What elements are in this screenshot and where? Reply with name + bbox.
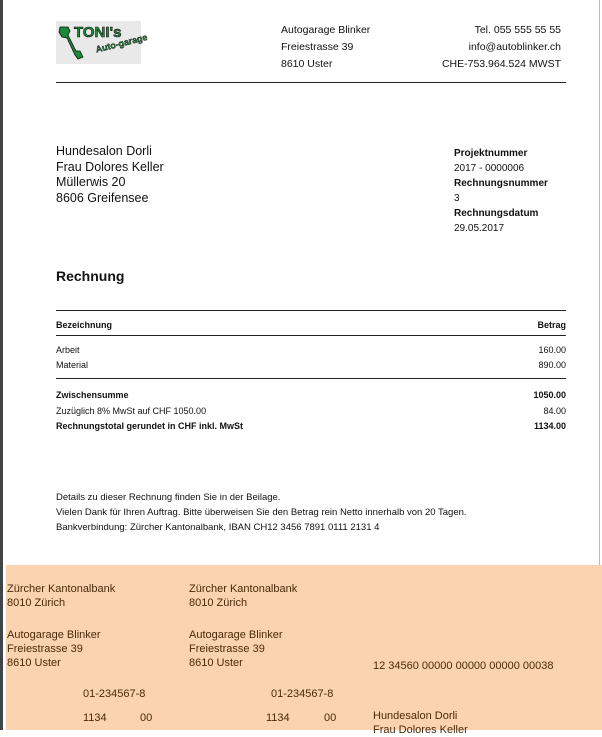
logo-text-sub: Auto-garage — [94, 32, 149, 55]
company-contact — [442, 22, 561, 73]
vat-row — [56, 405, 566, 417]
col-header-desc: Bezeichnung — [56, 320, 113, 330]
slip-bank-name: Zürcher Kantonalbank — [189, 583, 298, 595]
slip-left-amount-rp: 00 — [140, 712, 153, 724]
subtotal-row — [56, 389, 566, 401]
total-value: 1134.00 — [533, 421, 566, 431]
slip-bank-name: Zürcher Kantonalbank — [7, 583, 116, 595]
company-name: Autogarage Blinker — [281, 24, 371, 36]
project-info — [454, 146, 548, 236]
company-vat: CHE-753.964.524 MWST — [441, 58, 561, 70]
projektnummer-value: 2017 - 0000006 — [454, 163, 525, 174]
slip-payee-city: 8610 Uster — [7, 657, 61, 669]
slip-left-account: 01-234567-8 — [83, 688, 146, 700]
total-label: Rechnungstotal gerundet in CHF inkl. MwSt — [56, 421, 244, 431]
subtotal-label: Zwischensumme — [56, 390, 129, 400]
rechnungsnummer-label: Rechnungsnummer — [454, 178, 548, 189]
vat-value: 84.00 — [543, 406, 566, 416]
slip-payee-name: Autogarage Blinker — [189, 629, 283, 641]
company-logo — [56, 21, 149, 64]
table-top-rule — [56, 310, 566, 311]
company-email[interactable]: info@autoblinker.ch — [468, 41, 561, 53]
company-address — [281, 22, 370, 73]
note-line: Vielen Dank für Ihren Auftrag. Bitte überweisen Sie den Betrag rein Netto innerhalb von 20 Tagen. — [56, 507, 467, 518]
company-street: Freiestrasse 39 — [281, 41, 354, 53]
slip-mid-amount-fr: 1134 — [266, 712, 290, 724]
payment-slip — [6, 565, 602, 736]
note-line: Details zu dieser Rechnung finden Sie in der Beilage. — [56, 492, 281, 503]
company-city: 8610 Uster — [281, 58, 333, 70]
table-header-row — [56, 319, 566, 331]
item-desc: Material — [56, 360, 89, 370]
recipient-address — [56, 144, 164, 206]
item-desc: Arbeit — [56, 345, 80, 355]
note-line: Bankverbindung: Zürcher Kantonalbank, IBAN CH12 3456 7891 0111 2131 4 — [56, 522, 380, 533]
rechnungsdatum-value: 29.05.2017 — [454, 223, 505, 234]
slip-mid-account: 01-234567-8 — [271, 688, 334, 700]
slip-payee-street: Freiestrasse 39 — [189, 643, 265, 655]
company-phone: Tel. 055 555 55 55 — [474, 24, 561, 36]
slip-mid-bank — [189, 582, 297, 610]
table-row — [56, 344, 566, 356]
header-divider — [56, 82, 566, 83]
table-header-rule — [56, 335, 566, 336]
slip-payer-name-cut: Frau Dolores Keller — [373, 724, 468, 736]
slip-bank-city: 8010 Zürich — [189, 597, 248, 609]
logo-text-main: TONI's — [74, 24, 122, 41]
item-amount: 890.00 — [538, 360, 566, 370]
slip-bank-city: 8010 Zürich — [7, 597, 66, 609]
slip-reference-number: 12 34560 00000 00000 00000 00038 — [373, 660, 554, 672]
projektnummer-label: Projektnummer — [454, 148, 528, 159]
slip-left-payee — [7, 628, 101, 670]
recipient-line: Hundesalon Dorli — [56, 144, 152, 158]
slip-left-amount-fr: 1134 — [83, 712, 107, 724]
slip-mid-amount-rp: 00 — [324, 712, 337, 724]
slip-payee-street: Freiestrasse 39 — [7, 643, 83, 655]
rechnungsdatum-label: Rechnungsdatum — [454, 208, 539, 219]
item-amount: 160.00 — [538, 345, 566, 355]
slip-payer-name: Hundesalon Dorli — [373, 710, 458, 722]
recipient-line: Frau Dolores Keller — [56, 159, 164, 174]
subtotal-value: 1050.00 — [533, 390, 566, 400]
slip-payee-city: 8610 Uster — [189, 657, 243, 669]
vat-label: Zuzüglich 8% MwSt auf CHF 1050.00 — [56, 406, 207, 416]
slip-left-bank — [7, 582, 115, 610]
invoice-notes — [56, 490, 467, 535]
col-header-amount: Betrag — [537, 320, 566, 330]
rechnungsnummer-value: 3 — [454, 193, 460, 204]
recipient-line: 8606 Greifensee — [56, 190, 149, 205]
slip-payee-name: Autogarage Blinker — [7, 629, 101, 641]
recipient-line: Müllerwis 20 — [56, 175, 126, 189]
page-title: Rechnung — [56, 268, 125, 284]
slip-mid-payee — [189, 628, 283, 670]
table-row — [56, 359, 566, 371]
total-row — [56, 420, 566, 432]
table-items-rule — [56, 378, 566, 379]
